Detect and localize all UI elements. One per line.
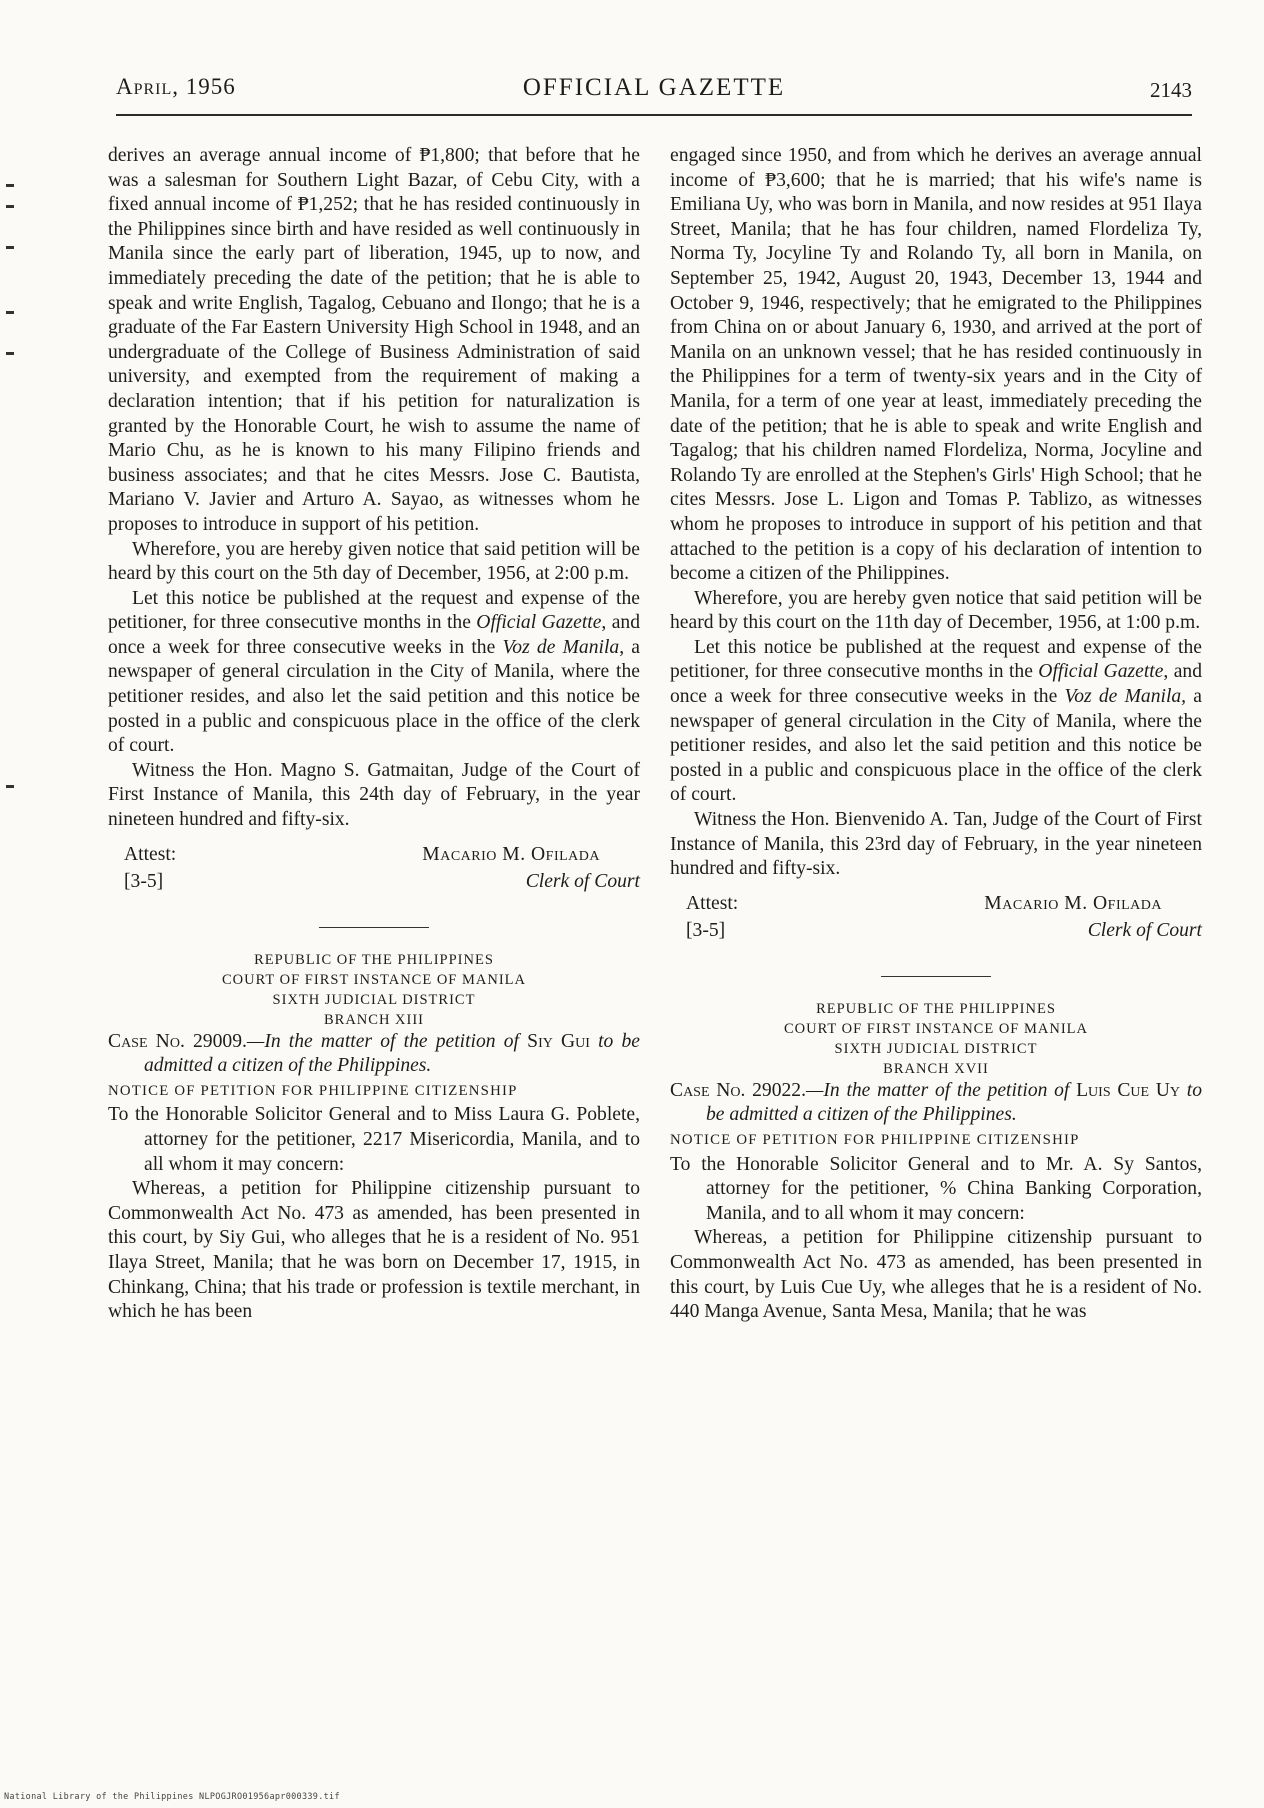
right-column	[670, 144, 1202, 1325]
continued-paragraph: engaged since 1950, and from which he derives an average annual income of ₱3,600; that he is married; that his wife's name is Emiliana Uy, who was born in Manila, and now resides at 951 Ilaya Street, Manila; that he has four children, named Flordeliza Ty, Norma Ty, Jocyline Ty and Rolando Ty, all born in Manila, on September 25, 1942, August 20, 1943, December 13, 1944 and October 9, 1946, respectively; that he emigrated to the Philippines from China on or about January 6, 1930, and arrived at the port of Manila on an unknown vessel; that he has resided continuously in the Philippines for a term of twenty-six years and in the City of Manila, for a term of one year at least, immediately preceding the date of the petition; that he is able to speak and write English and Tagalog; that his children named Flordeliza, Norma, Jocyline and Rolando Ty are enrolled at the Stephen's Girls' High School; that he cites Messrs. Jose L. Ligon and Tomas P. Tablizo, as witnesses whom he proposes to introduce in support of his petition and that attached to the petition is a copy of his declaration of intention to become a citizen of the Philippines.	[670, 145, 1202, 585]
margin-mark	[6, 246, 14, 249]
page-number: 2143	[1150, 78, 1192, 102]
publication-order: Let this notice be published at the request and expense of the petitioner, for three consecutive months in the Official Gazette, and once a week for three consecutive weeks in the Voz de Manila, a newspaper of general circulation in the City of Manila, where the petitioner resides, and also let the said petition and this notice be posted in a public and conspicuous place in the office of the clerk of court.	[670, 636, 1202, 806]
clerk-role: Clerk of Court	[1087, 919, 1202, 941]
addressee: To the Honorable Solicitor General and to Miss Laura G. Poblete, attorney for the petitioner, 2217 Misericordia, Manila, and to all whom it may concern:	[108, 1104, 640, 1175]
attestation	[670, 892, 1202, 948]
continued-paragraph: derives an average annual income of ₱1,800; that before that he was a salesman for Southern Light Bazar, of Cebu City, with a fixed annual income of ₱1,252; that he has resided continuously in the Philippines since birth and have resided as well continuously in Manila since the early part of liberation, 1945, up to now, and immediately preceding the date of the petition; that he is able to speak and write English, Tagalog, Cebuano and Ilongo; that he is a graduate of the Far Eastern University High School in 1948, and an undergraduate of the College of Business Administration of said university, and exempted from the requirement of making a declaration intention; that if his petition for naturalization is granted by the Honorable Court, he wish to assume the name of Mario Chu, as he is known to his many Filipino friends and business associates; and that he cites Messrs. Jose C. Bautista, Mariano V. Javier and Arturo A. Sayao, as witnesses whom he proposes to introduce in support of his petition.	[108, 145, 640, 535]
margin-mark	[6, 311, 14, 314]
section-divider	[319, 927, 429, 928]
notice-heading: NOTICE OF PETITION FOR PHILIPPINE CITIZENSHIP	[670, 1132, 1080, 1148]
witness-paragraph: Witness the Hon. Magno S. Gatmaitan, Judge of the Court of First Instance of Manila, this 24th day of February, in the year nineteen hundred and fifty-six.	[108, 759, 640, 831]
witness-paragraph: Witness the Hon. Bienvenido A. Tan, Judge of the Court of First Instance of Manila, this 23rd day of February, in the year nineteen hundred and fifty-six.	[670, 809, 1202, 880]
petition-paragraph: Whereas, a petition for Philippine citizenship pursuant to Commonwealth Act No. 473 as amended, has been presented in this court, by Luis Cue Uy, whe alleges that he is a resident of No. 440 Manga Avenue, Santa Mesa, Manila; that he was	[670, 1227, 1202, 1323]
hearing-notice: Wherefore, you are hereby gven notice that said petition will be heard by this court on the 11th day of December, 1956, at 1:00 p.m.	[670, 587, 1202, 634]
margin-mark	[6, 184, 14, 187]
publication-title: OFFICIAL GAZETTE	[522, 74, 786, 101]
attestation	[108, 843, 640, 899]
case-caption: Case No. 29022.—In the matter of the petition of Luis Cue Uy to be admitted a citizen of the Philippines.	[670, 1079, 1202, 1126]
addressee: To the Honorable Solicitor General and to Mr. A. Sy Santos, attorney for the petitioner, % China Banking Corporation, Manila, and to all whom it may concern:	[670, 1153, 1202, 1224]
section-divider	[881, 976, 991, 977]
issue-ref: [3-5]	[124, 870, 164, 892]
clerk-name: Macario M. Ofilada	[422, 843, 600, 865]
issue-ref: [3-5]	[686, 919, 726, 941]
margin-mark	[6, 205, 14, 208]
publication-order: Let this notice be published at the request and expense of the petitioner, for three consecutive months in the Official Gazette, and once a week for three consecutive weeks in the Voz de Manila, a newspaper of general circulation in the City of Manila, where the petitioner resides, and also let the said petition and this notice be posted in a public and conspicuous place in the office of the clerk of court.	[108, 587, 641, 757]
scan-footer: National Library of the Philippines NLPOGJRO01956apr000339.tif	[4, 1792, 340, 1802]
notice-heading: NOTICE OF PETITION FOR PHILIPPINE CITIZENSHIP	[108, 1082, 518, 1099]
court-heading: REPUBLIC OF THE PHILIPPINES COURT OF FIRST INSTANCE OF MANILA SIXTH JUDICIAL DISTRICT BRANCH XVII	[784, 1000, 1088, 1077]
attest-label: Attest:	[686, 892, 739, 914]
clerk-name: Macario M. Ofilada	[984, 892, 1162, 914]
clerk-role: Clerk of Court	[525, 870, 640, 892]
court-heading: REPUBLIC OF THE PHILIPPINES COURT OF FIRST INSTANCE OF MANILA SIXTH JUDICIAL DISTRICT BRANCH XIII	[222, 951, 526, 1028]
case-caption: Case No. 29009.—In the matter of the petition of Siy Gui to be admitted a citizen of the Philippines.	[108, 1030, 640, 1077]
hearing-notice: Wherefore, you are hereby given notice that said petition will be heard by this court on the 5th day of December, 1956, at 2:00 p.m.	[108, 538, 640, 585]
left-column	[108, 144, 640, 1325]
page-header	[116, 74, 1192, 116]
attest-label: Attest:	[124, 843, 177, 865]
margin-mark	[6, 785, 14, 788]
issue-date: April, 1956	[116, 74, 236, 99]
petition-paragraph: Whereas, a petition for Philippine citizenship pursuant to Commonwealth Act No. 473 as amended, has been presented in this court, by Siy Gui, who alleges that he is a resident of No. 951 Ilaya Street, Manila; that he was born on December 17, 1915, in Chinkang, China; that his trade or profession is textile merchant, in which he has been	[108, 1178, 640, 1323]
margin-mark	[6, 352, 14, 355]
